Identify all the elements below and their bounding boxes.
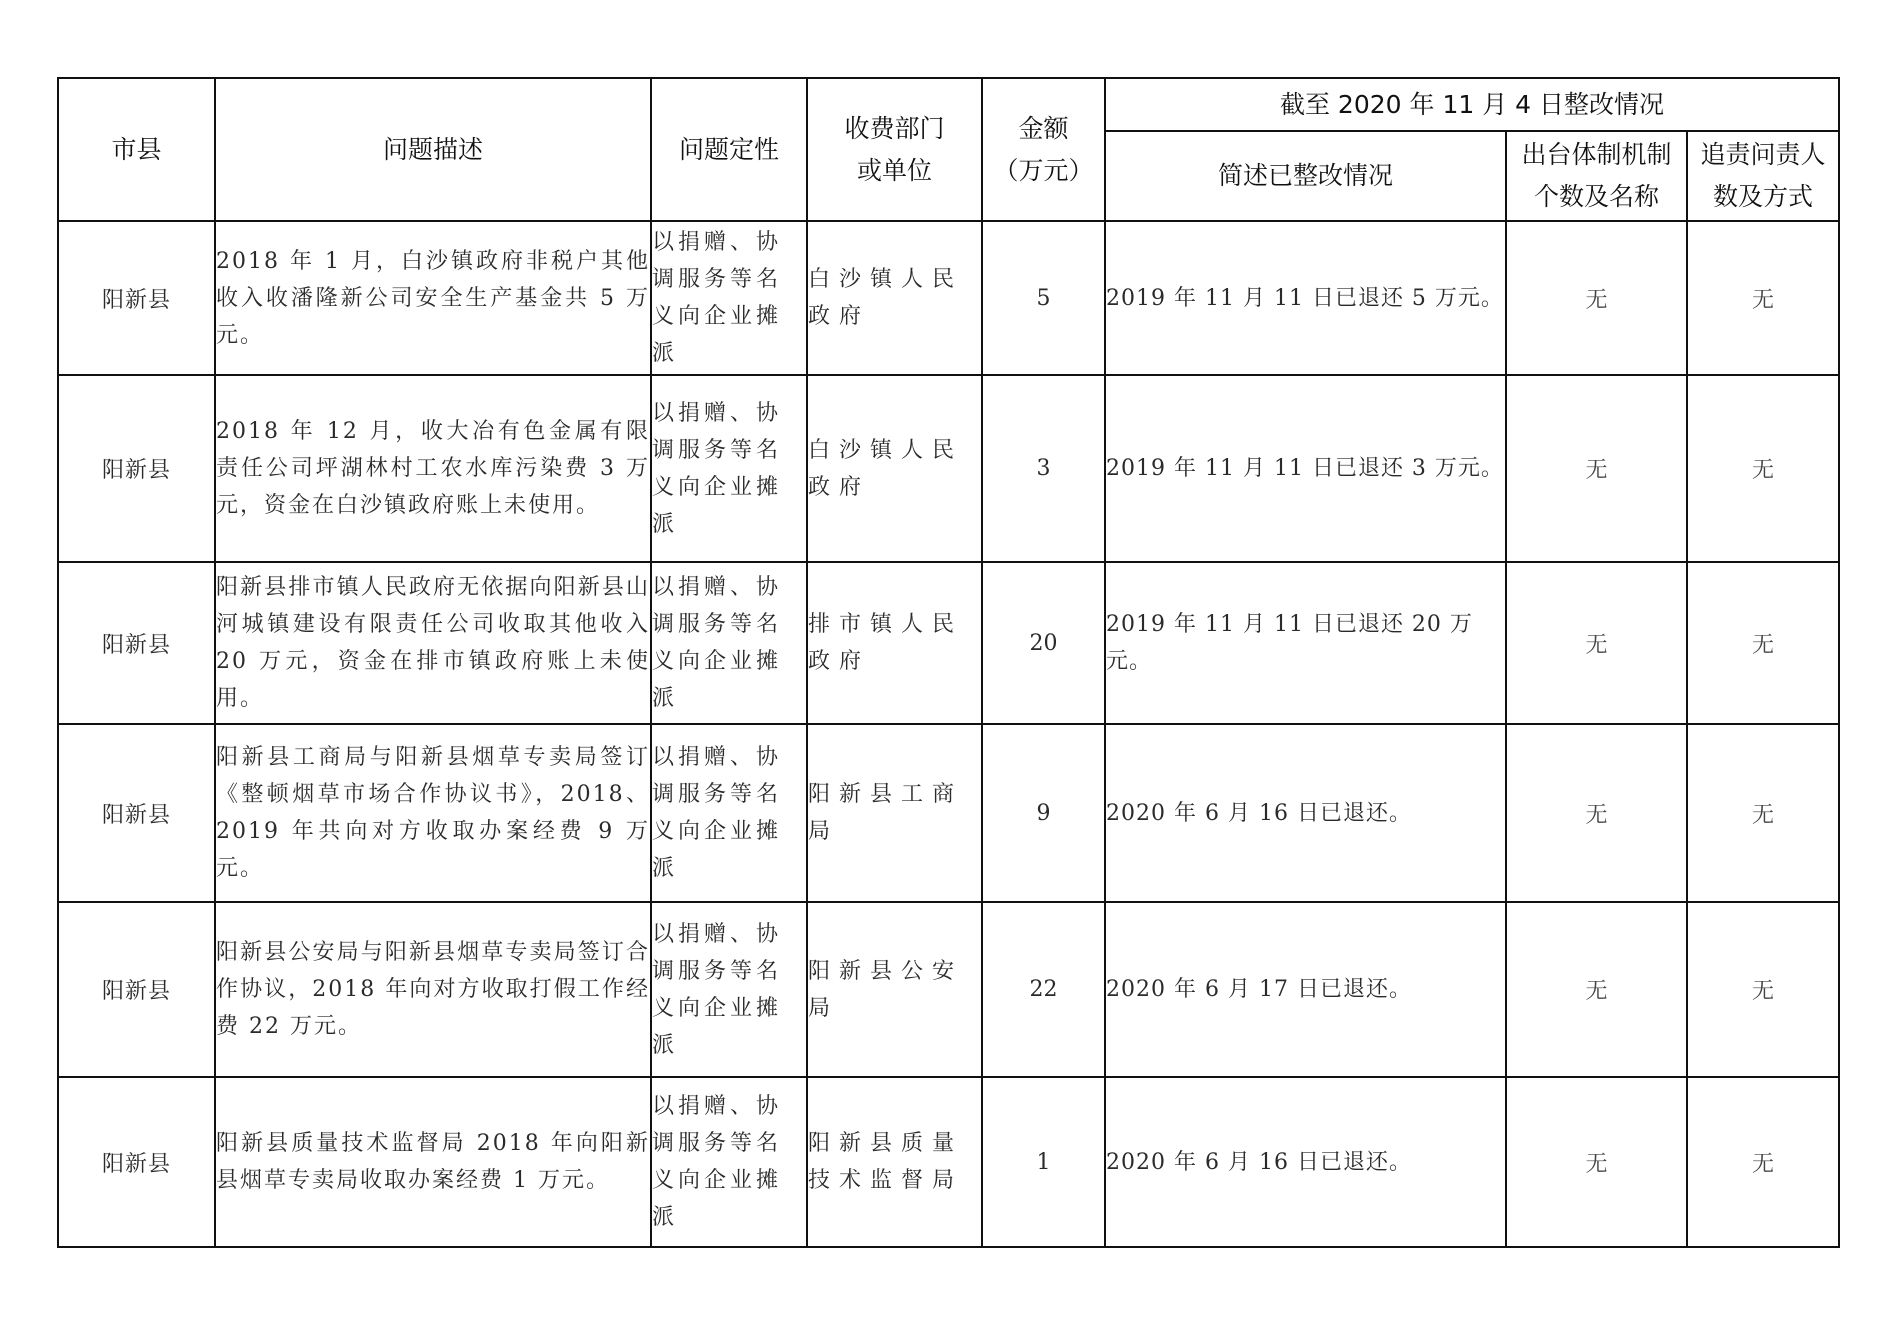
table-body xyxy=(58,221,1839,1247)
cell-mechanisms: 无 xyxy=(1506,724,1687,902)
cell-department: 阳新县公安局 xyxy=(807,902,982,1077)
cell-nature: 以捐赠、协调服务等名义向企业摊派 xyxy=(651,375,807,562)
table-row xyxy=(58,221,1839,375)
table-row xyxy=(58,902,1839,1077)
cell-description: 阳新县排市镇人民政府无依据向阳新县山河城镇建设有限责任公司收取其他收入 20 万元，资金在排市镇政府账上未使用。 xyxy=(215,562,651,724)
header-department-line-2: 或单位 xyxy=(856,155,932,185)
cell-amount: 20 xyxy=(982,562,1105,724)
cell-mechanisms: 无 xyxy=(1506,562,1687,724)
header-county: 市县 xyxy=(58,78,215,221)
header-accountability-line-2: 数及方式 xyxy=(1713,182,1814,211)
cell-amount: 5 xyxy=(982,221,1105,375)
header-summary: 简述已整改情况 xyxy=(1105,131,1506,221)
cell-description: 阳新县公安局与阳新县烟草专卖局签订合作协议，2018 年向对方收取打假工作经费 22 万元。 xyxy=(215,902,651,1077)
cell-accountability: 无 xyxy=(1687,902,1839,1077)
header-accountability-line-1: 追责问责人 xyxy=(1700,140,1826,169)
cell-accountability: 无 xyxy=(1687,1077,1839,1247)
table-row xyxy=(58,375,1839,562)
cell-nature: 以捐赠、协调服务等名义向企业摊派 xyxy=(651,1077,807,1247)
header-amount xyxy=(982,78,1105,221)
header-mechanisms-line-2: 个数及名称 xyxy=(1533,182,1659,211)
cell-summary: 2019 年 11 月 11 日已退还 3 万元。 xyxy=(1105,375,1506,562)
cell-amount: 22 xyxy=(982,902,1105,1077)
cell-amount: 9 xyxy=(982,724,1105,902)
table-row xyxy=(58,562,1839,724)
cell-department: 白沙镇人民政府 xyxy=(807,221,982,375)
cell-amount: 3 xyxy=(982,375,1105,562)
cell-nature: 以捐赠、协调服务等名义向企业摊派 xyxy=(651,724,807,902)
cell-accountability: 无 xyxy=(1687,562,1839,724)
cell-mechanisms: 无 xyxy=(1506,221,1687,375)
cell-amount: 1 xyxy=(982,1077,1105,1247)
cell-county: 阳新县 xyxy=(58,375,215,562)
header-amount-line-1: 金额 xyxy=(1018,113,1069,143)
header-description: 问题描述 xyxy=(215,78,651,221)
cell-department: 阳新县质量技术监督局 xyxy=(807,1077,982,1247)
table-row xyxy=(58,724,1839,902)
table-row xyxy=(58,1077,1839,1247)
header-rectification-group: 截至 2020 年 11 月 4 日整改情况 xyxy=(1105,78,1839,131)
cell-county: 阳新县 xyxy=(58,902,215,1077)
cell-accountability: 无 xyxy=(1687,221,1839,375)
header-accountability xyxy=(1687,131,1839,221)
header-nature: 问题定性 xyxy=(651,78,807,221)
table-header xyxy=(58,78,1839,221)
cell-accountability: 无 xyxy=(1687,724,1839,902)
cell-county: 阳新县 xyxy=(58,1077,215,1247)
rectification-table xyxy=(57,77,1840,1248)
cell-department: 排市镇人民政府 xyxy=(807,562,982,724)
cell-county: 阳新县 xyxy=(58,221,215,375)
cell-mechanisms: 无 xyxy=(1506,375,1687,562)
cell-description: 2018 年 12 月，收大冶有色金属有限责任公司坪湖林村工农水库污染费 3 万元，资金在白沙镇政府账上未使用。 xyxy=(215,375,651,562)
cell-summary: 2019 年 11 月 11 日已退还 20 万元。 xyxy=(1105,562,1506,724)
header-mechanisms xyxy=(1506,131,1687,221)
cell-nature: 以捐赠、协调服务等名义向企业摊派 xyxy=(651,562,807,724)
cell-mechanisms: 无 xyxy=(1506,902,1687,1077)
cell-accountability: 无 xyxy=(1687,375,1839,562)
cell-description: 阳新县工商局与阳新县烟草专卖局签订《整顿烟草市场合作协议书》，2018、2019 年共向对方收取办案经费 9 万元。 xyxy=(215,724,651,902)
cell-description: 2018 年 1 月，白沙镇政府非税户其他收入收潘隆新公司安全生产基金共 5 万元。 xyxy=(215,221,651,375)
cell-county: 阳新县 xyxy=(58,724,215,902)
cell-mechanisms: 无 xyxy=(1506,1077,1687,1247)
cell-summary: 2020 年 6 月 16 日已退还。 xyxy=(1105,724,1506,902)
cell-description: 阳新县质量技术监督局 2018 年向阳新县烟草专卖局收取办案经费 1 万元。 xyxy=(215,1077,651,1247)
cell-summary: 2020 年 6 月 17 日已退还。 xyxy=(1105,902,1506,1077)
cell-nature: 以捐赠、协调服务等名义向企业摊派 xyxy=(651,902,807,1077)
header-department xyxy=(807,78,982,221)
header-amount-line-2: （万元） xyxy=(993,155,1094,185)
cell-department: 白沙镇人民政府 xyxy=(807,375,982,562)
cell-summary: 2020 年 6 月 16 日已退还。 xyxy=(1105,1077,1506,1247)
header-mechanisms-line-1: 出台体制机制 xyxy=(1521,140,1672,169)
cell-nature: 以捐赠、协调服务等名义向企业摊派 xyxy=(651,221,807,375)
cell-county: 阳新县 xyxy=(58,562,215,724)
header-department-line-1: 收费部门 xyxy=(844,113,945,143)
cell-summary: 2019 年 11 月 11 日已退还 5 万元。 xyxy=(1105,221,1506,375)
cell-department: 阳新县工商局 xyxy=(807,724,982,902)
